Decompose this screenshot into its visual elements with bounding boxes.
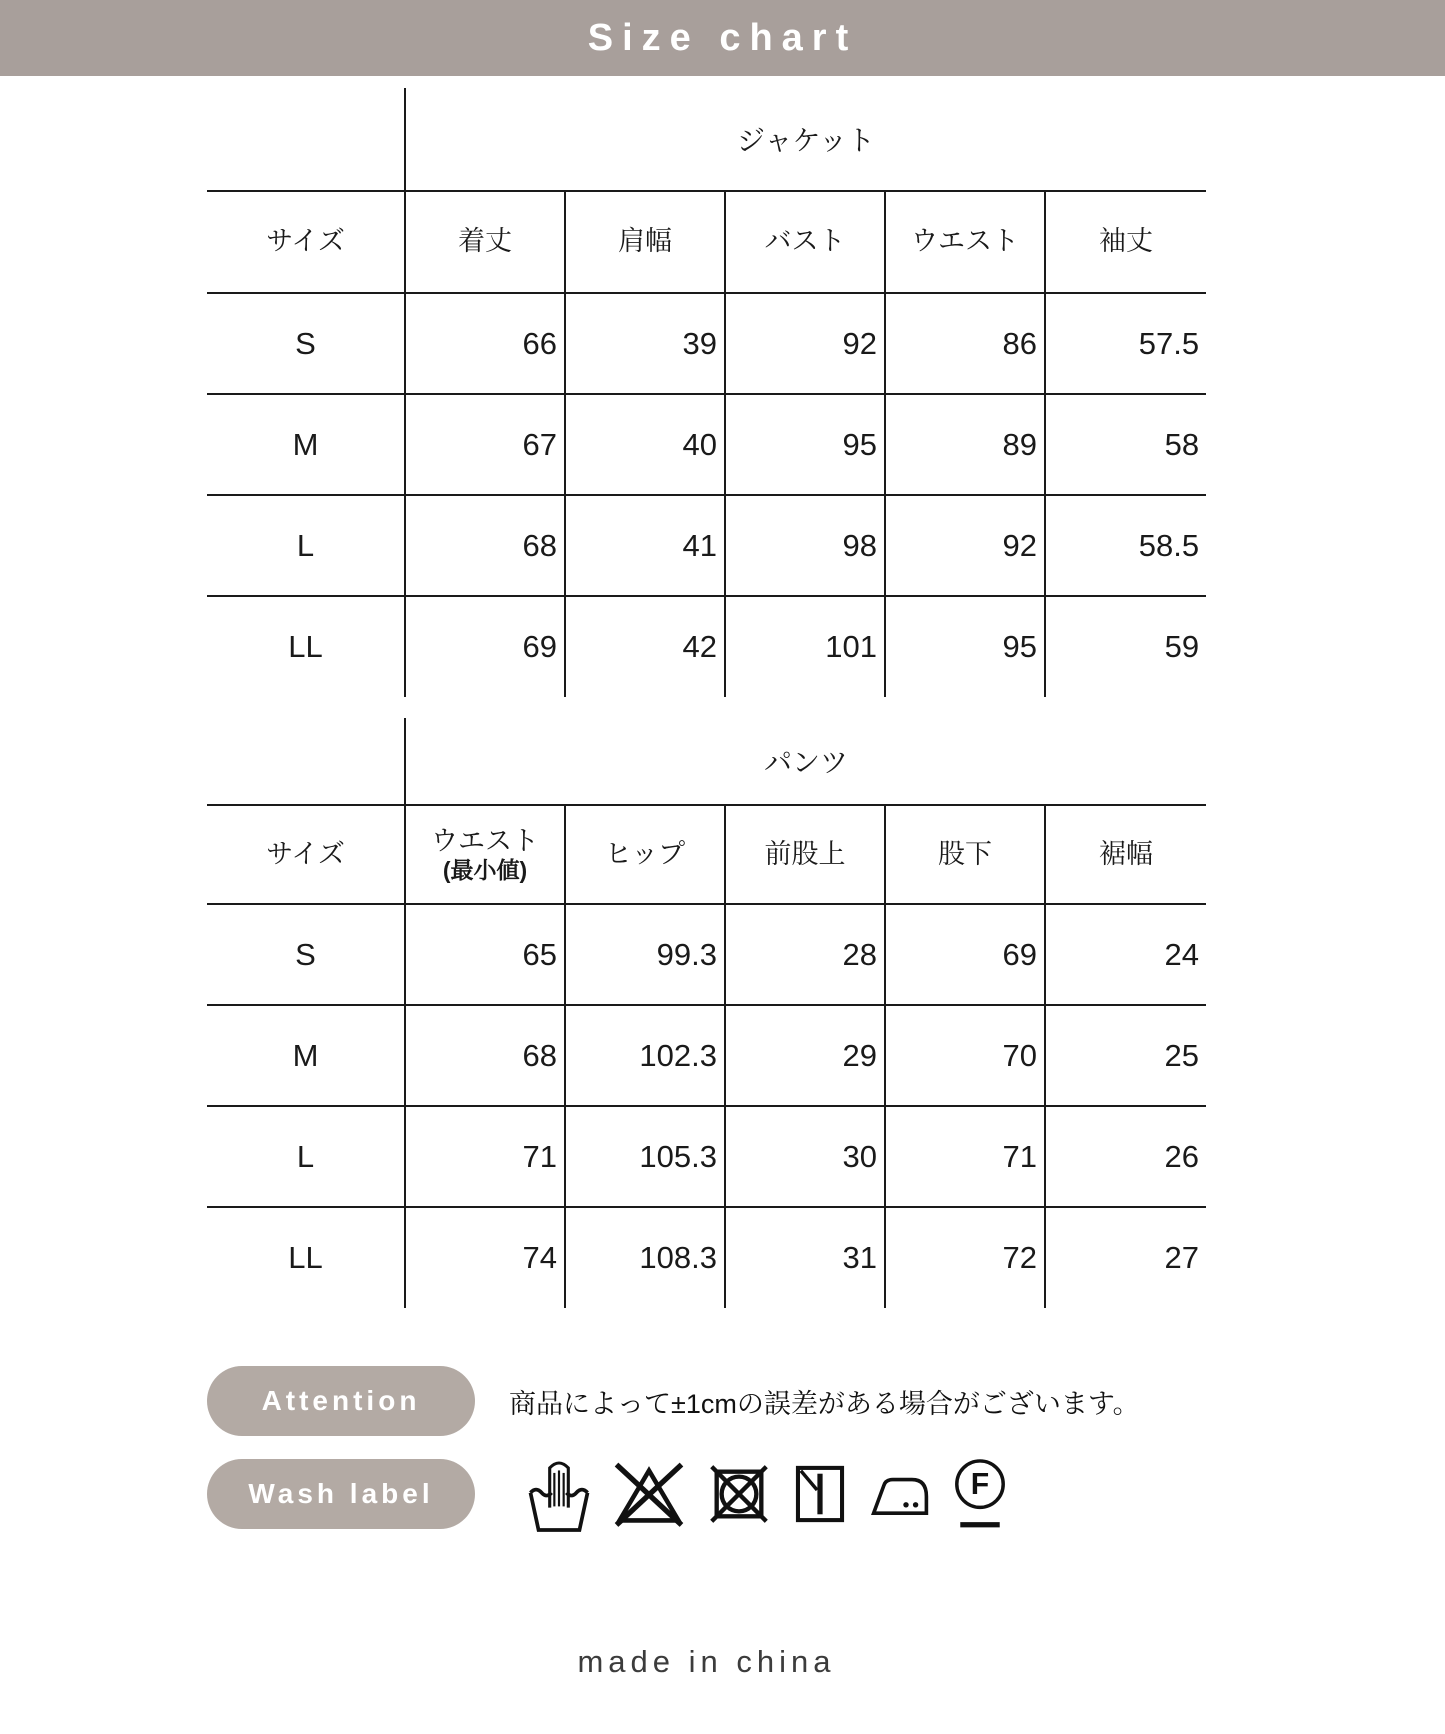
value-cell: 68 [405, 495, 565, 596]
size-cell: M [207, 394, 405, 495]
value-cell: 40 [565, 394, 725, 495]
table-row [207, 596, 1206, 697]
footer [207, 1644, 1206, 1680]
value-cell: 58.5 [1045, 495, 1206, 596]
jacket-table-title: ジャケット [737, 125, 876, 156]
column-header-bust: バスト [725, 191, 885, 293]
care-icons [528, 1454, 1009, 1534]
hand-wash-icon [528, 1454, 590, 1534]
value-cell: 70 [885, 1005, 1045, 1106]
value-cell: 86 [885, 293, 1045, 394]
page-title: Size chart [587, 16, 858, 59]
value-cell: 66 [405, 293, 565, 394]
header-bar [0, 0, 1445, 76]
jacket-title-spacer [207, 88, 405, 191]
size-cell: LL [207, 1207, 405, 1308]
value-cell: 31 [725, 1207, 885, 1308]
value-cell: 71 [885, 1106, 1045, 1207]
wash-label-badge [207, 1459, 475, 1529]
svg-text:F: F [970, 1468, 990, 1501]
column-header-waist: ウエスト [885, 191, 1045, 293]
do-not-tumble-dry-icon [708, 1463, 770, 1525]
jacket-size-table [207, 88, 1206, 697]
value-cell: 99.3 [565, 904, 725, 1005]
attention-section [207, 1366, 1206, 1436]
table-row [207, 1005, 1206, 1106]
value-cell: 26 [1045, 1106, 1206, 1207]
table-row [207, 904, 1206, 1005]
table-row [207, 495, 1206, 596]
table-row [207, 1207, 1206, 1308]
attention-text: 商品によって±1cmの誤差がある場合がございます。 [509, 1388, 1140, 1419]
iron-medium-heat-icon [870, 1471, 930, 1517]
attention-badge [207, 1366, 475, 1436]
value-cell: 25 [1045, 1005, 1206, 1106]
value-cell: 69 [885, 904, 1045, 1005]
table-row [207, 394, 1206, 495]
value-cell: 28 [725, 904, 885, 1005]
value-cell: 101 [725, 596, 885, 697]
size-cell: L [207, 495, 405, 596]
column-header-waist-min [405, 805, 565, 904]
value-cell: 29 [725, 1005, 885, 1106]
value-cell: 41 [565, 495, 725, 596]
pants-title-spacer [207, 718, 405, 805]
value-cell: 42 [565, 596, 725, 697]
value-cell: 105.3 [565, 1106, 725, 1207]
column-header-sleeve: 袖丈 [1045, 191, 1206, 293]
value-cell: 69 [405, 596, 565, 697]
value-cell: 67 [405, 394, 565, 495]
value-cell: 58 [1045, 394, 1206, 495]
column-header-inseam: 股下 [885, 805, 1045, 904]
pants-table-title: パンツ [764, 747, 849, 778]
value-cell: 102.3 [565, 1005, 725, 1106]
value-cell: 89 [885, 394, 1045, 495]
column-header-size: サイズ [207, 191, 405, 293]
value-cell: 92 [885, 495, 1045, 596]
footer-text: made in china [577, 1644, 836, 1679]
value-cell: 95 [885, 596, 1045, 697]
value-cell: 108.3 [565, 1207, 725, 1308]
dry-clean-f-gentle-icon [951, 1456, 1009, 1532]
wash-label-section [207, 1454, 1206, 1534]
value-cell: 74 [405, 1207, 565, 1308]
column-header-length: 着丈 [405, 191, 565, 293]
size-cell: M [207, 1005, 405, 1106]
size-cell: S [207, 904, 405, 1005]
table-row [207, 293, 1206, 394]
value-cell: 30 [725, 1106, 885, 1207]
do-not-bleach-icon [611, 1460, 687, 1528]
line-dry-in-shade-icon [791, 1462, 849, 1526]
column-header-size: サイズ [207, 805, 405, 904]
value-cell: 95 [725, 394, 885, 495]
value-cell: 24 [1045, 904, 1206, 1005]
value-cell: 71 [405, 1106, 565, 1207]
size-cell: LL [207, 596, 405, 697]
value-cell: 68 [405, 1005, 565, 1106]
value-cell: 98 [725, 495, 885, 596]
value-cell: 65 [405, 904, 565, 1005]
value-cell: 27 [1164, 1240, 1200, 1275]
column-header-front-rise: 前股上 [725, 805, 885, 904]
table-row [207, 1106, 1206, 1207]
size-cell: L [207, 1106, 405, 1207]
column-header-shoulder: 肩幅 [565, 191, 725, 293]
wash-label-badge-label: Wash label [248, 1478, 434, 1509]
column-header-waist-sublabel: (最小値) [442, 856, 528, 883]
value-cell: 57.5 [1045, 293, 1206, 394]
value-cell: 92 [725, 293, 885, 394]
pants-size-table [207, 718, 1206, 1308]
value-cell: 72 [885, 1207, 1045, 1308]
column-header-hip: ヒップ [565, 805, 725, 904]
size-cell: S [207, 293, 405, 394]
value-cell: 59 [1164, 629, 1200, 664]
column-header-hem-width: 裾幅 [1045, 805, 1206, 904]
column-header-waist-label: ウエスト [431, 825, 539, 856]
value-cell: 39 [565, 293, 725, 394]
attention-badge-label: Attention [261, 1385, 421, 1416]
